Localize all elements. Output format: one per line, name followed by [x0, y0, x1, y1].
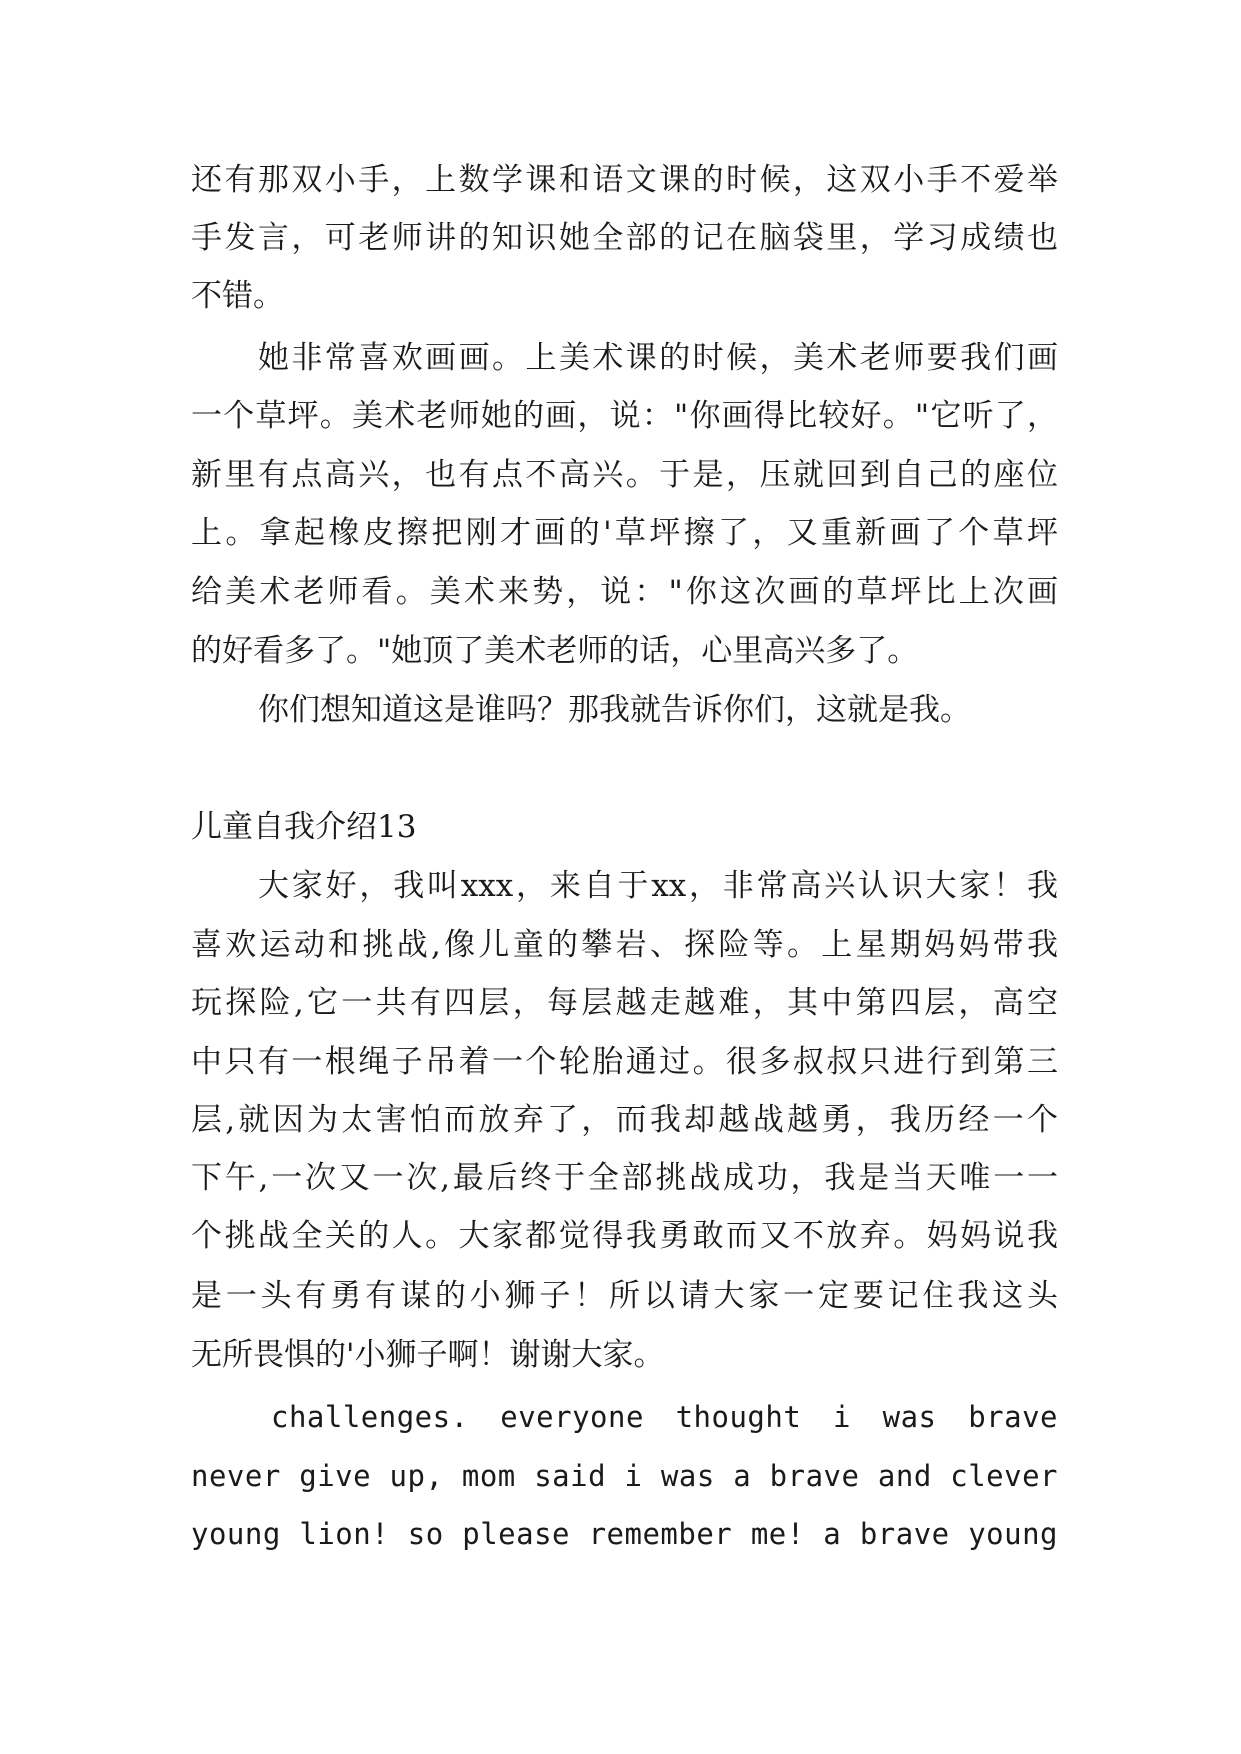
- text-line: 玩探险,它一共有四层，每层越走越难，其中第四层，高空: [191, 985, 1058, 1021]
- section-heading: 儿童自我介绍13: [191, 809, 417, 845]
- text-line: 大家好，我叫xxx，来自于xx，非常高兴认识大家！我: [258, 868, 1058, 904]
- text-line: 还有那双小手，上数学课和语文课的时候，这双小手不爱举: [191, 162, 1058, 198]
- text-line: 是一头有勇有谋的小狮子！所以请大家一定要记住我这头: [191, 1278, 1058, 1314]
- text-line: 喜欢运动和挑战,像儿童的攀岩、探险等。上星期妈妈带我: [191, 927, 1058, 963]
- text-line: 她非常喜欢画画。上美术课的时候，美术老师要我们画: [258, 340, 1058, 376]
- text-line: 无所畏惧的'小狮子啊！谢谢大家。: [191, 1337, 665, 1373]
- text-line: 中只有一根绳子吊着一个轮胎通过。很多叔叔只进行到第三: [191, 1044, 1058, 1080]
- text-line: 的好看多了。"她顶了美术老师的话，心里高兴多了。: [191, 633, 919, 669]
- text-line: 上。拿起橡皮擦把刚才画的'草坪擦了，又重新画了个草坪: [191, 515, 1058, 551]
- text-line: 你们想知道这是谁吗？那我就告诉你们，这就是我。: [258, 692, 971, 728]
- text-line: 一个草坪。美术老师她的画，说："你画得比较好。"它听了，: [191, 398, 1058, 434]
- text-line: 下午,一次又一次,最后终于全部挑战成功，我是当天唯一一: [191, 1160, 1058, 1196]
- text-line: 个挑战全关的人。大家都觉得我勇敢而又不放弃。妈妈说我: [191, 1218, 1058, 1254]
- text-line: 不错。: [191, 278, 284, 314]
- text-line: young lion! so please remember me! a brave young: [191, 1517, 1058, 1551]
- text-line: 手发言，可老师讲的知识她全部的记在脑袋里，学习成绩也: [191, 220, 1058, 256]
- text-line: challenges. everyone thought i was brave: [271, 1400, 1058, 1434]
- text-line: 层,就因为太害怕而放弃了，而我却越战越勇，我历经一个: [191, 1102, 1058, 1138]
- text-line: 给美术老师看。美术来势，说："你这次画的草坪比上次画: [191, 574, 1058, 610]
- text-line: never give up, mom said i was a brave and clever: [191, 1459, 1058, 1493]
- text-line: 新里有点高兴，也有点不高兴。于是，压就回到自己的座位: [191, 457, 1058, 493]
